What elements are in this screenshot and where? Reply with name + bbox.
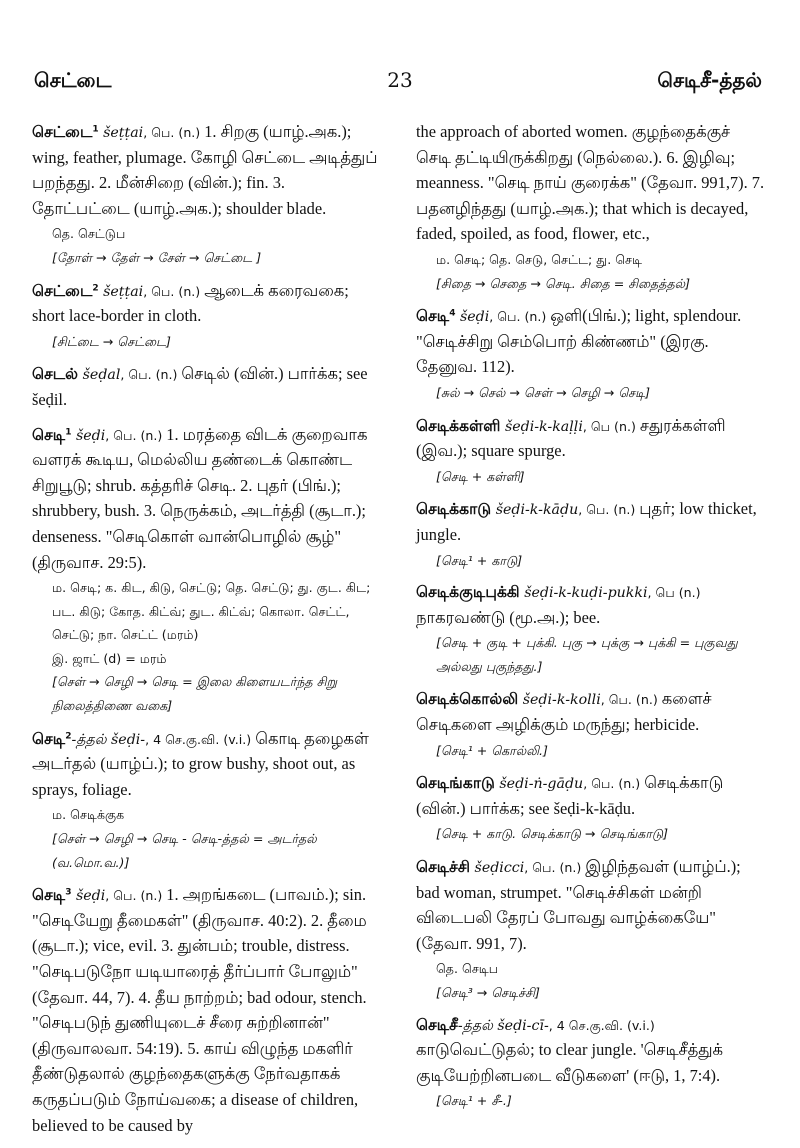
definition-text: இழிந்தவள் (யாழ்ப்.); bad woman, strumpet. "செடிச்சிகள் மன்றி விடைபலி தேரப் போவது வாழ்க்கையே" (தேவா. 991, 7). [416, 857, 741, 953]
headword: செடிச்சி [416, 858, 471, 877]
definition-text: நாகரவண்டு (மூ.அ.); bee. [416, 607, 601, 627]
headword: செடிக்கொல்லி [416, 690, 519, 709]
definition-text: the approach of aborted women. குழந்தைக்குச் செடி தட்டியிருக்கிறது (நெல்லை.). 6. இழிவு; meanness. "செடி நாய் குரைக்க" (தேவா. 991,7). 7. பதனழிந்தது (யாழ்.அக.); that which is decayed, faded, spoiled, as food, flower, etc., [416, 122, 765, 244]
definition-text: சதுரக்கள்ளி (இவ.); square spurge. [416, 415, 726, 461]
headword: செடி [32, 425, 66, 444]
definition-text: ஒளி(பிங்.); light, splendour. "செடிச்சிறு செம்பொற் கிண்ணம்" (இரகு. தேனுவ. 112). [416, 306, 742, 377]
entry-main [416, 120, 768, 248]
definition-text: களைச் செடிகளை அழிக்கும் மருந்து; herbicide. [416, 689, 712, 735]
dictionary-entry [32, 883, 384, 1139]
etymology: [செடி³ → செடிச்சி] [436, 985, 540, 1000]
part-of-speech: , பெ (n.) [582, 418, 640, 434]
transliteration: šeḍi [455, 309, 490, 326]
part-of-speech: , பெ. (n.) [489, 309, 551, 325]
definition-text: கொடி தழைகள் அடர்தல் (யாழ்ப்.); to grow bushy, shoot out, as sprays, foliage. [32, 728, 369, 799]
dictionary-entry [32, 362, 384, 413]
entry-main [32, 279, 384, 330]
header-right-guide-word: செடிசீ-த்தல் [657, 68, 762, 92]
entry-main [416, 855, 768, 957]
dictionary-entry [416, 855, 768, 1005]
etymology: [செள் → செழி → செடி - செடி-த்தல் = அடர்தல் (வ.மொ.வ.)] [52, 831, 317, 870]
definition-text: 1. மரத்தை விடக் குறைவாக வளரக் கூடிய, மெல்லிய தண்டைக் கொண்ட சிறுபூடு; shrub. கத்தரிச் செடி. 2. புதர் (பிங்.); shrubbery, bush. 3. நெருக்கம், அடர்த்தி (சூடா.); denseness. "செடிகொள் வான்பொழில் சூழ்" (திருவாச. 29:5). [32, 424, 368, 572]
dictionary-entry [416, 497, 768, 572]
headword: செடல் [32, 365, 79, 384]
transliteration: šeḍi-k-kaḷḷi [500, 418, 583, 435]
entry-main [32, 362, 384, 413]
part-of-speech: , பெ. (n.) [524, 860, 586, 876]
headword: செடிக்கள்ளி [416, 416, 501, 435]
part-of-speech: , பெ. (n.) [105, 427, 167, 443]
entry-main [32, 883, 384, 1139]
right-column [416, 120, 768, 1122]
part-of-speech: , பெ. (n.) [143, 283, 205, 299]
etymology: [சிட்டை → செட்டை] [52, 333, 171, 349]
cognates: ம. செடி; தெ. செடு, செட்ட; து. செடி [436, 251, 643, 267]
homograph-number: 2 [92, 282, 99, 293]
definition-text: செடிக்காடு (வின்.) பார்க்க; see šeḍi-k-kāḍu. [416, 773, 724, 818]
headword: செடிசீ [416, 1015, 458, 1034]
entry-main [416, 771, 768, 822]
etymology: [செடி¹ + கொல்லி.] [436, 742, 548, 758]
dictionary-entry [32, 279, 384, 354]
dictionary-entry [416, 687, 768, 762]
definition-text: புதர்; low thicket, jungle. [416, 499, 757, 544]
left-column [32, 120, 384, 1148]
etymology: [தோள் → தேள் → சேள் → செட்டை ] [52, 249, 262, 265]
dictionary-entry [416, 120, 768, 295]
part-of-speech: , பெ. (n.) [600, 692, 662, 708]
transliteration: šeḍi-k-kāḍu [491, 502, 579, 519]
cognates: தெ. செட்டுப [52, 226, 126, 242]
dictionary-entry [416, 414, 768, 489]
definition-text: 1. சிறகு (யாழ்.அக.); wing, feather, plumage. கோழி செட்டை அடித்துப் பறந்தது. 2. மீன்சிறை (வின்.); fin. 3. தோட்பட்டை (யாழ்.அக.); shoulder blade. [32, 122, 378, 218]
part-of-speech: , பெ (n.) [647, 585, 701, 601]
entry-main [32, 423, 384, 577]
etymology: [செள் → செழி → செடி = இலை கிளையடர்ந்த சிறு நிலைத்திணை வகை] [52, 674, 338, 714]
page-number: 23 [387, 68, 413, 92]
transliteration: šeḍi [71, 427, 106, 444]
cognates: ம. செடிக்குக [52, 807, 125, 823]
entry-main [416, 581, 768, 631]
etymology: [சிதை → செதை → செடி. சிதை = சிதைத்தல்] [436, 275, 691, 291]
etymology: [செடி¹ + காடு] [436, 552, 523, 568]
entry-main [416, 1014, 768, 1090]
part-of-speech: , பெ. (n.) [578, 502, 640, 518]
transliteration: šeḍi-ṅ-gāḍu [494, 776, 584, 793]
part-of-speech: , 4 செ.கு.வி. (v.i.) [145, 731, 256, 747]
dictionary-entry [32, 423, 384, 718]
headword: செடிக்குடிபுக்கி [416, 583, 520, 602]
homograph-number: 1 [65, 426, 72, 437]
etymology: [செடி + கள்ளி] [436, 468, 525, 484]
transliteration: šeḍicci [470, 860, 525, 877]
definition-text: காடுவெட்டுதல்; to clear jungle. 'செடிசீத்துக் குடியேற்றினபடை வீடுகளை' (ஈடு, 1, 7:4). [416, 1040, 723, 1085]
etymology: [செடி¹ + சீ-.] [436, 1093, 512, 1109]
headword: செடிக்காடு [416, 500, 492, 519]
dictionary-entry [416, 771, 768, 846]
dictionary-entry [416, 304, 768, 404]
headword: செடி [32, 729, 66, 748]
transliteration: šeṭṭai [98, 283, 144, 300]
etymology: [சுல் → செல் → செள் → செழி → செடி] [436, 384, 651, 400]
header-left-guide-word: செட்டை [34, 68, 112, 92]
entry-main [32, 120, 384, 222]
entry-main [32, 727, 384, 804]
part-of-speech: , பெ. (n.) [120, 367, 182, 383]
part-of-speech: , 4 செ.கு.வி. (v.i.) [548, 1017, 655, 1033]
cognates: தெ. செடிப [436, 961, 499, 977]
dictionary-entry [416, 581, 768, 678]
headword: செடி [32, 886, 66, 905]
transliteration: -த்தல் šeḍi-cī- [457, 1017, 549, 1034]
part-of-speech: , பெ. (n.) [105, 888, 167, 904]
homograph-number: 1 [92, 124, 99, 135]
dictionary-entry [32, 120, 384, 270]
transliteration: -த்தல் šeḍi- [71, 731, 146, 748]
part-of-speech: , பெ. (n.) [583, 776, 645, 792]
etymology: [செடி + குடி + புக்கி. புகு → புக்கு → புக்கி = புகுவது அல்லது புகுந்தது.] [436, 635, 738, 674]
dictionary-entry [416, 1014, 768, 1113]
transliteration: šeṭṭai [98, 125, 144, 141]
definition-text: ஆடைக் கரைவகை; short lace-border in cloth. [32, 280, 349, 326]
cognates: ம. செடி; க. கிட, கிடு, செட்டு; தெ. செட்டு; து. குட. கிட; பட. கிடு; கோத. கிட்வ்; துட. கிட்வ்; கொலா. செட்ட், செட்டு; நா. செட்ட் (மரம்) [52, 580, 371, 643]
headword: செடிங்காடு [416, 774, 495, 793]
etymology: [செடி + காடு. செடிக்காடு → செடிங்காடு] [436, 826, 669, 842]
part-of-speech: , பெ. (n.) [143, 125, 205, 140]
entry-main [416, 497, 768, 548]
transliteration: šeḍi-k-kuḍi-pukki [519, 585, 648, 602]
homograph-number: 2 [65, 730, 72, 741]
cognates-extra: இ. ஜாட் (d) = மரம் [52, 650, 167, 666]
entry-main [416, 687, 768, 738]
entry-main [416, 414, 768, 465]
definition-text: செடில் (வின்.) பார்க்க; see šeḍil. [32, 364, 368, 409]
transliteration: šeḍi-k-kolli [518, 692, 601, 709]
transliteration: šeḍi [71, 888, 106, 905]
transliteration: šeḍal [78, 367, 121, 384]
dictionary-entry [32, 727, 384, 875]
entry-main [416, 304, 768, 381]
homograph-number: 3 [65, 887, 72, 898]
homograph-number: 4 [449, 308, 456, 319]
headword: செட்டை [32, 123, 93, 141]
headword: செட்டை [32, 281, 93, 300]
headword: செடி [416, 307, 450, 326]
definition-text: 1. அறங்கடை (பாவம்.); sin. "செடியேறு தீமைகள்" (திருவாச. 40:2). 2. தீமை (சூடா.); vice, evil. 3. துன்பம்; trouble, distress. "செடிபடுநோ யடியாரைத் தீர்ப்பார் போலும்" (தேவா. 44, 7). 4. தீய நாற்றம்; bad odour, stench. "செடிபடுந் துணியுடைச் சீரை சுற்றினான்" (திருவாலவா. 54:19). 5. காய் விழுந்த மகளிர் தீண்டுதலால் குழந்தைகளுக்கு நேர்வதாகக் கருதப்படும் நோய்வகை; a disease of children, believed to be caused by [32, 885, 367, 1135]
